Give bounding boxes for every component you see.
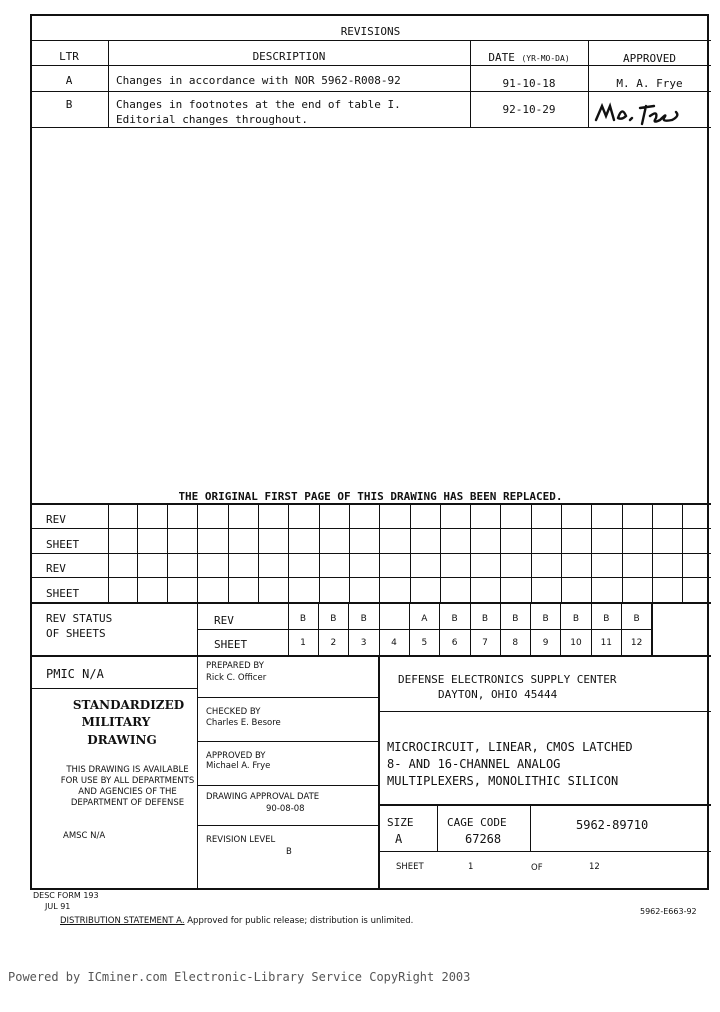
- approval-date-label: DRAWING APPROVAL DATE: [206, 792, 320, 802]
- grid-col-line: [622, 503, 623, 602]
- agency-rule: [378, 711, 711, 712]
- revisions-header-rule: [30, 65, 711, 66]
- sheet-number-cell: 10: [570, 638, 582, 648]
- rev-col-divider-1: [108, 40, 109, 127]
- size-divider: [437, 804, 438, 851]
- grid-col-line: [108, 503, 109, 602]
- sheet-number-cell: 12: [630, 638, 643, 648]
- rev-row-a-approved: M. A. Frye: [616, 77, 683, 90]
- signature-image: [592, 98, 688, 128]
- rev-status-cell: B: [512, 614, 519, 624]
- title-line-1: MICROCIRCUIT, LINEAR, CMOS LATCHED: [387, 740, 633, 754]
- status-right-divider: [652, 602, 653, 655]
- status-bottom-rule: [30, 655, 711, 657]
- status-rev-label: REV: [214, 614, 234, 627]
- rev-status-cell: B: [481, 614, 489, 624]
- date-header-label: DATE: [488, 51, 515, 64]
- rev-status-cell: B: [330, 614, 337, 624]
- date-format-label: (YR-MO-DA): [521, 54, 570, 63]
- size-rule: [378, 851, 711, 852]
- grid-col-line: [440, 503, 441, 602]
- sheet-number-cell: 7: [482, 638, 488, 648]
- sheet-number-cell: 2: [330, 638, 337, 648]
- prepared-rule: [197, 697, 378, 698]
- sheet-label: SHEET: [396, 862, 424, 872]
- sheet-number-cell: 3: [360, 638, 367, 648]
- replaced-notice: THE ORIGINAL FIRST PAGE OF THIS DRAWING HAS BEEN REPLACED.: [178, 490, 563, 503]
- avail-line-4: DEPARTMENT OF DEFENSE: [70, 798, 185, 808]
- grid-col-line: [531, 503, 532, 602]
- form-line-1: DESC FORM 193: [33, 891, 99, 900]
- agency-line-1: DEFENSE ELECTRONICS SUPPLY CENTER: [398, 673, 617, 686]
- status-row-sheet-1: SHEET: [46, 538, 80, 551]
- size-label: SIZE: [387, 816, 414, 829]
- grid-col-line: [470, 503, 471, 602]
- cage-divider: [530, 804, 531, 851]
- rev-status-cell: B: [572, 614, 580, 624]
- sheet-number-cell: 8: [512, 638, 519, 648]
- sheet-number-cell: 11: [600, 638, 613, 648]
- grid-col-line: [379, 503, 380, 602]
- rev-status-label-2: OF SHEETS: [46, 627, 106, 640]
- prepared-label: PREPARED BY: [206, 661, 264, 671]
- title-line-2: 8- AND 16-CHANNEL ANALOG: [387, 757, 561, 771]
- rev-row-b-desc-line2: Editorial changes throughout.: [116, 113, 309, 126]
- avail-line-1: THIS DRAWING IS AVAILABLE: [66, 765, 189, 775]
- grid-col-line: [258, 503, 259, 602]
- sheet-value: 1: [468, 862, 474, 872]
- tb-divider-right: [378, 655, 380, 890]
- approved-name: Michael A. Frye: [206, 761, 271, 771]
- revisions-bottom-rule: [30, 127, 711, 128]
- grid-col-line: [500, 503, 501, 602]
- avail-line-3: AND AGENCIES OF THE: [78, 787, 177, 797]
- of-value: 12: [589, 862, 600, 872]
- std-line-2: MILITARY: [81, 715, 151, 729]
- code-reference: 5962-E663-92: [640, 907, 697, 916]
- rev-row-b-ltr: B: [65, 98, 73, 111]
- status-top-rule: [30, 503, 711, 505]
- status-row-sheet-2: SHEET: [46, 587, 80, 600]
- rev-status-cell: B: [299, 614, 307, 624]
- rev-status-cell: B: [542, 614, 549, 624]
- distribution-statement: [60, 916, 413, 926]
- title-line-3: MULTIPLEXERS, MONOLITHIC SILICON: [387, 774, 619, 788]
- rev-status-cell: B: [603, 614, 610, 624]
- revisions-row-rule: [30, 91, 711, 92]
- checked-rule: [197, 741, 378, 742]
- distribution-label: DISTRIBUTION STATEMENT A.: [60, 916, 185, 926]
- revision-level-label: REVISION LEVEL: [206, 835, 276, 845]
- rev-row-b-date: 92-10-29: [502, 103, 556, 116]
- std-line-3: DRAWING: [87, 733, 157, 747]
- distribution-text: Approved for public release; distribution is unlimited.: [187, 916, 414, 926]
- grid-col-line: [197, 503, 198, 602]
- approval-date: 90-08-08: [266, 804, 305, 814]
- rev-row-a-date: 91-10-18: [502, 77, 556, 90]
- sheet-number-cell: 1: [300, 638, 306, 648]
- revision-level: B: [286, 847, 292, 857]
- doc-number: 5962-89710: [576, 818, 649, 832]
- approved-header: APPROVED: [623, 52, 676, 65]
- grid-rule-3: [30, 577, 711, 578]
- grid-rule-4: [30, 602, 711, 604]
- std-line-1: STANDARDIZED: [72, 698, 185, 712]
- grid-col-line: [682, 503, 683, 602]
- approved-label: APPROVED BY: [206, 751, 266, 761]
- pmic-label: PMIC N/A: [46, 667, 104, 681]
- revisions-title: REVISIONS: [340, 25, 401, 38]
- status-sheet-label: SHEET: [214, 638, 248, 651]
- status-row-rev-1: REV: [46, 513, 66, 526]
- rev-status-cell: B: [451, 614, 458, 624]
- revisions-title-rule: [30, 40, 711, 41]
- status-left-divider: [197, 602, 198, 655]
- rev-row-b-desc-line1: Changes in footnotes at the end of table I.: [116, 98, 401, 111]
- description-header: DESCRIPTION: [252, 50, 326, 63]
- pmic-rule: [30, 688, 197, 689]
- grid-col-line: [288, 503, 289, 602]
- cage-label: CAGE CODE: [447, 816, 507, 829]
- rev-status-label-1: REV STATUS: [46, 612, 113, 625]
- rev-row-a-ltr: A: [65, 74, 73, 87]
- grid-rule-1: [30, 528, 711, 529]
- rev-status-cell: A: [421, 614, 428, 624]
- avail-line-2: FOR USE BY ALL DEPARTMENTS: [60, 776, 195, 786]
- rev-status-cell: B: [360, 614, 367, 624]
- date-header: [470, 51, 588, 64]
- rev-status-cell: B: [633, 614, 640, 624]
- approval-date-rule: [197, 825, 378, 826]
- grid-col-line: [561, 503, 562, 602]
- grid-col-line: [228, 503, 229, 602]
- checked-label: CHECKED BY: [206, 707, 261, 717]
- grid-col-line: [591, 503, 592, 602]
- amsc-label: AMSC N/A: [63, 831, 106, 841]
- rev-col-divider-2: [470, 40, 471, 127]
- grid-col-line: [349, 503, 350, 602]
- form-line-2: JUL 91: [45, 902, 71, 911]
- grid-col-line: [137, 503, 138, 602]
- agency-line-2: DAYTON, OHIO 45444: [438, 688, 558, 701]
- prepared-name: Rick C. Officer: [206, 673, 267, 683]
- sheet-number-cell: 9: [542, 638, 549, 648]
- status-mid-rule: [197, 629, 652, 630]
- grid-col-line: [652, 503, 653, 602]
- ltr-header: LTR: [59, 50, 79, 63]
- size-value: A: [395, 832, 403, 846]
- grid-col-line: [167, 503, 168, 602]
- rev-row-a-desc: Changes in accordance with NOR 5962-R008-92: [116, 74, 401, 87]
- page-border: [30, 14, 709, 890]
- sheet-number-cell: 5: [421, 638, 428, 648]
- grid-col-line: [410, 503, 411, 602]
- title-rule: [378, 804, 711, 806]
- cage-value: 67268: [465, 832, 502, 846]
- sheet-number-cell: 6: [451, 638, 458, 648]
- rev-col-divider-3: [588, 40, 589, 127]
- grid-rule-2: [30, 553, 711, 554]
- of-label: OF: [531, 863, 543, 873]
- checked-name: Charles E. Besore: [206, 718, 281, 728]
- grid-col-line: [319, 503, 320, 602]
- sheet-number-cell: 4: [391, 638, 397, 648]
- approved-rule: [197, 785, 378, 786]
- powered-by: Powered by ICminer.com Electronic-Library Service CopyRight 2003: [8, 970, 471, 984]
- status-row-rev-2: REV: [46, 562, 66, 575]
